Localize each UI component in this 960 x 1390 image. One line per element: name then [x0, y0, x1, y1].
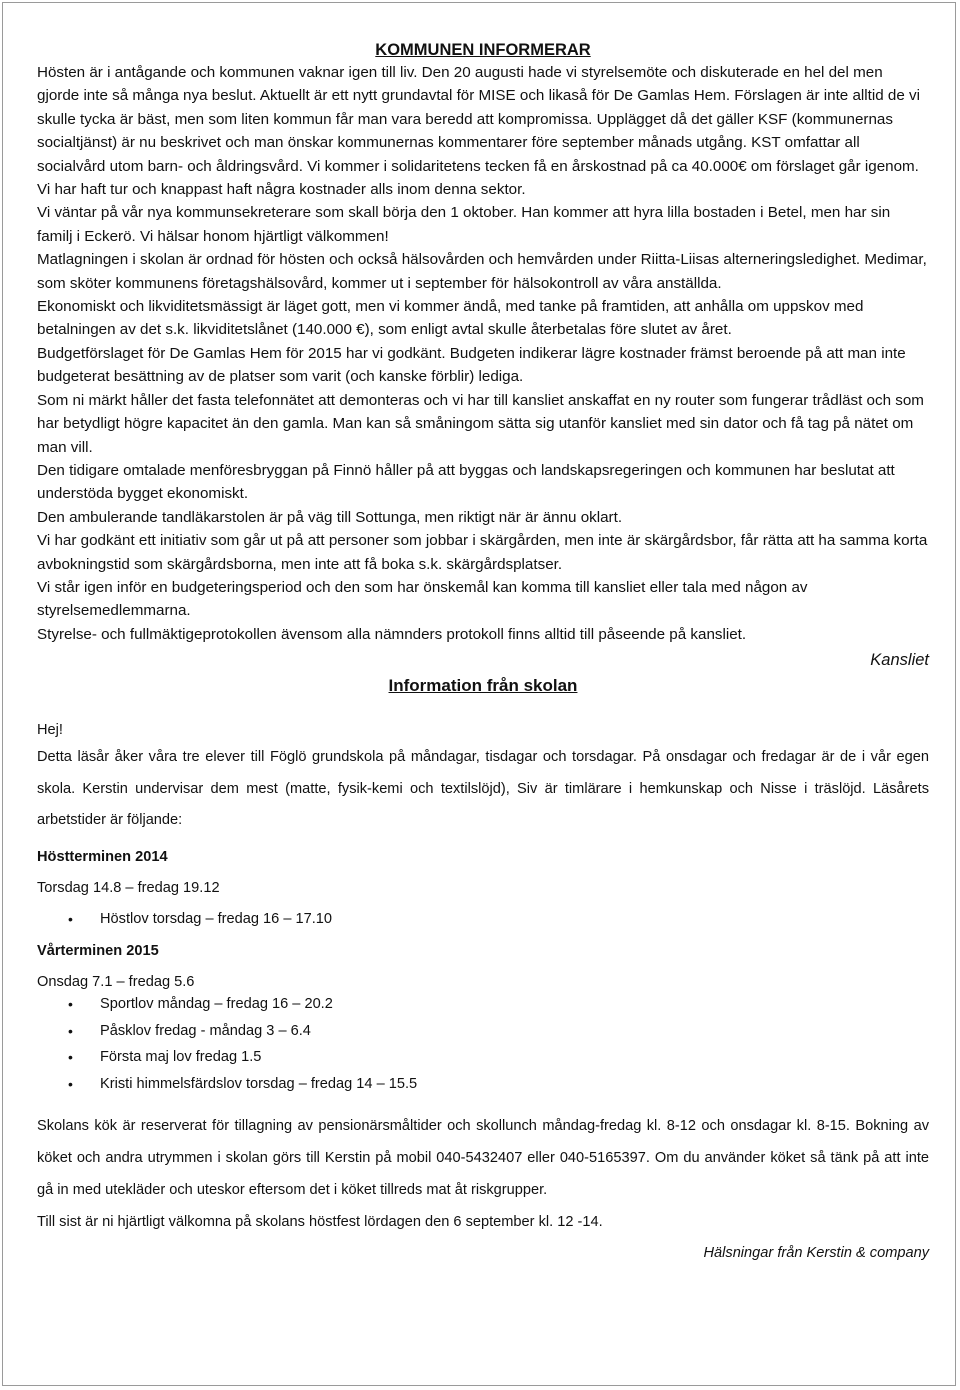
autumn-term-heading: Höstterminen 2014	[37, 848, 168, 865]
paragraph-styrelsemote: Hösten är i antågande och kommunen vaknar igen till liv. Den 20 augusti hade vi styrelsemöte och diskuterade en hel del men gjorde inte så många nya beslut. Aktuellt är ett nytt grundavtal för MISE och likaså för De Gamlas Hem. Förslagen är inte alltid de vi skulle tycka är bäst, men som liten kommun får man vara beredd att kompromissa. Upplägget då det gäller KSF (kommunernas socialtjänst) är nu beskrivet och man önskar kommunernas kommentarer före september månads utgång. KST omfattar all socialvård utom barn- och åldringsvård. Vi kommer i solidaritetens tecken få en årskostnad på ca 40.000€ om förslaget går igenom. Vi har haft tur och knappast haft några kostnader alls inom denna sektor.	[37, 64, 920, 199]
kansliet-signature: Kansliet	[870, 651, 929, 670]
paragraph-initiativ: Vi har godkänt ett initiativ som går ut på att personer som jobbar i skärgården, men inte är skärgårdsbor, får rätta att ha samma korta avbokningstid som skärgårdsborna, men inte att få boka s.k. skärgårdsplatser.	[37, 532, 928, 573]
document-content	[37, 39, 929, 1266]
paragraph-protokoll: Styrelse- och fullmäktigeprotokollen ävensom alla nämnders protokoll finns alltid till påseende på kansliet.	[37, 625, 747, 643]
list-item: • Kristi himmelsfärdslov torsdag – fredag 14 – 15.5	[37, 1071, 929, 1098]
skolan-section	[37, 718, 929, 1266]
skolan-title: Information från skolan	[388, 676, 578, 696]
kitchen-info: Skolans kök är reserverat för tillagning av pensionärsmåltider och skollunch måndag-fredag kl. 8-12 och onsdagar kl. 8-15. Bokning av köket och andra utrymmen i skolan görs till Kerstin på mobil 040-5432407 eller 040-5165397. Om du använder köket så tänk på att inte gå in med utekläder och uteskor eftersom det i köket tillreds mat åt riskgrupper.	[37, 1118, 929, 1199]
spring-holiday-list	[37, 991, 929, 1097]
paragraph-ekonomi: Ekonomiskt och likviditetsmässigt är läget gott, men vi kommer ändå, med tanke på framtiden, att anhålla om uppskov med betalningen av det s.k. likviditetslånet (140.000 €), som enligt avtal skulle återbetalas före slutet av året.	[37, 298, 864, 339]
bullet-icon: •	[68, 996, 73, 1013]
paragraph-menforesbrygga: Den tidigare omtalade menföresbryggan på Finnö håller på att byggas och landskapsregeringen och kommunen har beslutat att understöda bygget ekonomiskt.	[37, 461, 895, 503]
bullet-icon: •	[68, 910, 73, 927]
paragraph-matlagning: Matlagningen i skolan är ordnad för hösten och också hälsovården och hemvården under Riitta-Liisas alterneringsledighet. Medimar, som sköter kommunens företagshälsovård, kommer ut i september för hälsokontroll av våra anställda.	[37, 251, 927, 292]
school-intro: Detta läsår åker våra tre elever till Föglö grundskola på måndagar, tisdagar och torsdagar. På onsdagar och fredagar är de i vår egen skola. Kerstin undervisar dem mest (matte, fysik-kemi och textilslöjd), Siv är timlärare i hemkunskap och Nisse i träslöjd. Läsårets arbetstider är följande:	[37, 749, 929, 829]
list-item: • Första maj lov fredag 1.5	[37, 1044, 929, 1071]
paragraph-budgeteringsperiod: Vi står igen inför en budgeteringsperiod och den som har önskemål kan komma till kansliet eller tala med någon av styrelsemedlemmarna.	[37, 578, 808, 620]
spring-term-dates: Onsdag 7.1 – fredag 5.6	[37, 974, 195, 991]
list-item: • Höstlov torsdag – fredag 16 – 17.10	[37, 906, 929, 933]
kommunen-title: KOMMUNEN INFORMERAR	[375, 41, 591, 59]
paragraph-telefonnat: Som ni märkt håller det fasta telefonnätet att demonteras och vi har till kansliet anskaffat en ny router som fungerar trådläst och som har betydligt högre kapacitet än den gamla. Man kan så småningom sätta sig utanför kansliet med sin dator och få tag på nätet om man vill.	[37, 391, 924, 456]
document-page	[2, 2, 956, 1386]
spring-term-heading: Vårterminen 2015	[37, 943, 159, 960]
list-item: • Sportlov måndag – fredag 16 – 20.2	[37, 991, 929, 1018]
list-item: • Påsklov fredag - måndag 3 – 6.4	[37, 1018, 929, 1045]
paragraph-kommunsekreterare: Vi väntar på vår nya kommunsekreterare som skall börja den 1 oktober. Han kommer att hyra lilla bostaden i Betel, men har sin familj i Eckerö. Vi hälsar honom hjärtligt välkommen!	[37, 204, 891, 245]
autumn-term-dates: Torsdag 14.8 – fredag 19.12	[37, 879, 220, 896]
bullet-icon: •	[68, 1049, 73, 1066]
bullet-icon: •	[68, 1022, 73, 1039]
closing-invitation: Till sist är ni hjärtligt välkomna på skolans höstfest lördagen den 6 september kl. 12 -14.	[37, 1214, 603, 1231]
kommunen-section	[37, 39, 929, 698]
bullet-icon: •	[68, 1075, 73, 1092]
kerstin-signature: Hälsningar från Kerstin & company	[703, 1245, 929, 1262]
greeting: Hej!	[37, 722, 63, 739]
paragraph-budgetforslag: Budgetförslaget för De Gamlas Hem för 2015 har vi godkänt. Budgeten indikerar lägre kostnader främst beroende på att man inte budgeterat besättning av de platser som varit (och kanske förblir) lediga.	[37, 344, 906, 386]
autumn-holiday-list	[37, 906, 929, 933]
paragraph-tandlakarstol: Den ambulerande tandläkarstolen är på väg till Sottunga, men riktigt när är ännu oklart.	[37, 508, 623, 526]
